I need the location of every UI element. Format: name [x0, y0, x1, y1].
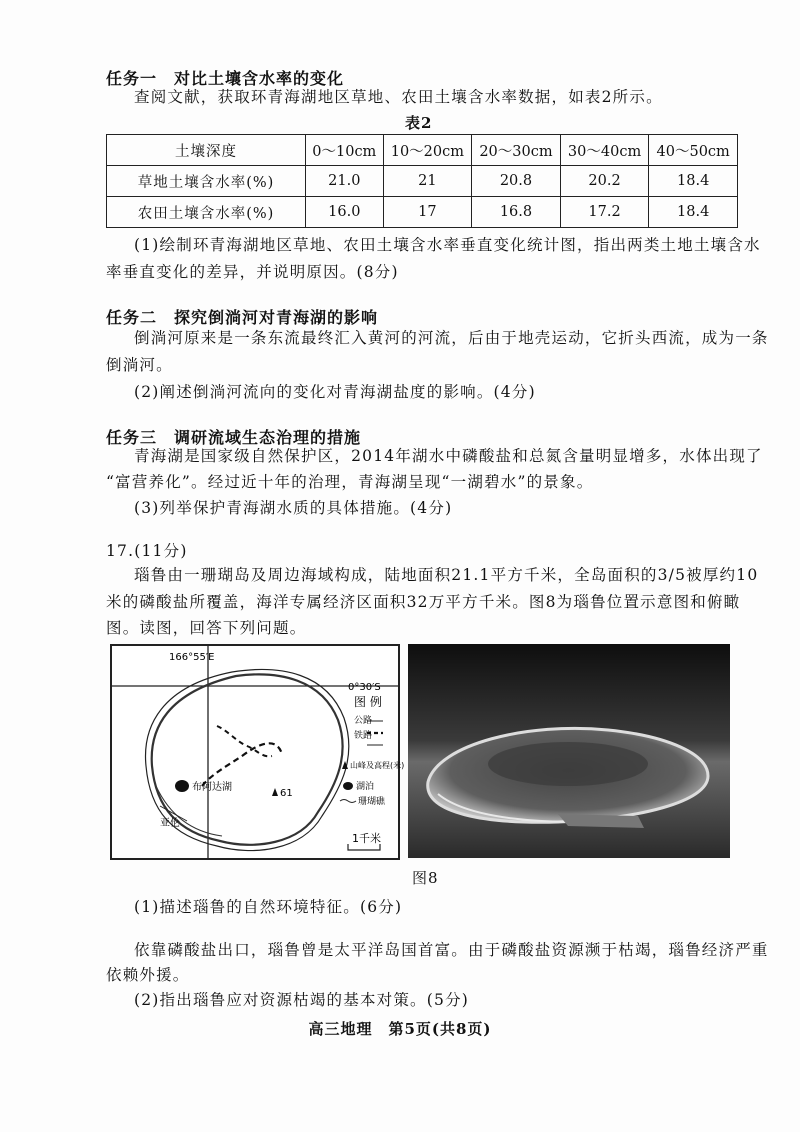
q17-paragraph-line2: 米的磷酸盐所覆盖，海洋专属经济区面积32万平方千米。图8为瑙鲁位置示意图和俯瞰	[106, 593, 741, 611]
table-cell: 20.8	[472, 166, 561, 197]
legend-title: 图 例	[354, 695, 382, 709]
task1-title: 任务一 对比土壤含水率的变化	[106, 69, 345, 88]
table-cell: 18.4	[649, 197, 738, 228]
task2-paragraph-line2: 倒淌河。	[106, 356, 173, 374]
table-header-cell: 40～50cm	[649, 135, 738, 166]
legend-lake: 湖泊	[356, 782, 375, 792]
island-interior	[488, 742, 648, 786]
task3-paragraph-line2: “富营养化”。经过近十年的治理，青海湖呈现“一湖碧水”的景象。	[106, 473, 594, 491]
lake-label: 布阿达湖	[192, 782, 232, 793]
longitude-label: 166°55′E	[169, 652, 215, 663]
legend-railway: 铁路	[354, 731, 373, 741]
task2-question: (2)阐述倒淌河流向的变化对青海湖盐度的影响。(4分)	[134, 383, 536, 401]
table-header-cell: 10～20cm	[383, 135, 472, 166]
q17-paragraph-line3: 图。读图，回答下列问题。	[106, 619, 307, 637]
table-header-cell: 20～30cm	[472, 135, 561, 166]
nauru-location-map	[110, 644, 405, 860]
table-cell: 21	[383, 166, 472, 197]
nauru-aerial-photo	[408, 644, 730, 858]
island-shelf	[558, 814, 644, 828]
table-header-row	[107, 135, 738, 166]
figure-caption: 图8	[412, 869, 439, 887]
legend-road: 公路	[354, 716, 373, 726]
map-drawing	[112, 646, 405, 858]
peak-label: 61	[280, 788, 293, 799]
q17-question1: (1)描述瑙鲁的自然环境特征。(6分)	[134, 898, 403, 916]
table-cell: 17	[383, 197, 472, 228]
page-footer: 高三地理 第5页(共8页)	[308, 1020, 492, 1038]
island-coastline	[152, 674, 343, 844]
soil-moisture-table	[106, 134, 738, 228]
table-row	[107, 166, 738, 197]
table-cell: 16.8	[472, 197, 561, 228]
table-cell: 草地土壤含水率(%)	[107, 166, 306, 197]
aerial-drawing	[408, 644, 730, 858]
legend-lake-symbol	[343, 782, 353, 790]
task1-question1-line1: (1)绘制环青海湖地区草地、农田土壤含水率垂直变化统计图，指出两类土地土壤含水	[134, 236, 761, 254]
table-cell: 18.4	[649, 166, 738, 197]
table-caption: 表2	[405, 114, 433, 132]
railway-line	[202, 743, 282, 786]
task1-question1-line2: 率垂直变化的差异，并说明原因。(8分)	[106, 263, 399, 281]
q17-paragraph-line1: 瑙鲁由一珊瑚岛及周边海域构成，陆地面积21.1平方千米，全岛面积的3/5被厚约10	[134, 566, 759, 584]
table-header-cell: 30～40cm	[560, 135, 649, 166]
task2-paragraph-line1: 倒淌河原来是一条东流最终汇入黄河的河流，后由于地壳运动，它折头西流，成为一条	[134, 329, 769, 347]
task3-paragraph-line1: 青海湖是国家级自然保护区，2014年湖水中磷酸盐和总氮含量明显增多，水体出现了	[134, 447, 763, 465]
q17-paragraph2-line1: 依靠磷酸盐出口，瑙鲁曾是太平洋岛国首富。由于磷酸盐资源濒于枯竭，瑙鲁经济严重	[134, 941, 769, 959]
table-cell: 17.2	[560, 197, 649, 228]
table-header-cell: 0～10cm	[306, 135, 384, 166]
latitude-label: 0°30′S	[348, 682, 381, 693]
legend-reef: 珊瑚礁	[358, 797, 386, 807]
table-cell: 农田土壤含水率(%)	[107, 197, 306, 228]
legend-peak: 山峰及高程(米)	[350, 761, 405, 770]
table-cell: 16.0	[306, 197, 384, 228]
railway-branch	[217, 726, 272, 756]
q17-paragraph2-line2: 依赖外援。	[106, 966, 190, 984]
q17-question2: (2)指出瑙鲁应对资源枯竭的基本对策。(5分)	[134, 991, 470, 1009]
town-label: 亚伦	[160, 818, 180, 829]
task2-title: 任务二 探究倒淌河对青海湖的影响	[106, 308, 379, 327]
buada-lagoon-shape	[175, 780, 189, 792]
task3-question: (3)列举保护青海湖水质的具体措施。(4分)	[134, 499, 453, 517]
table-header-cell: 土壤深度	[107, 135, 306, 166]
table-row	[107, 197, 738, 228]
task1-intro: 查阅文献，获取环青海湖地区草地、农田土壤含水率数据，如表2所示。	[134, 88, 663, 106]
table-cell: 20.2	[560, 166, 649, 197]
table-cell: 21.0	[306, 166, 384, 197]
legend-reef-symbol	[340, 800, 356, 803]
question-17-number: 17.(11分)	[106, 542, 188, 560]
task3-title: 任务三 调研流域生态治理的措施	[106, 428, 362, 447]
peak-marker	[272, 788, 278, 796]
scale-label: 1千米	[352, 832, 381, 845]
